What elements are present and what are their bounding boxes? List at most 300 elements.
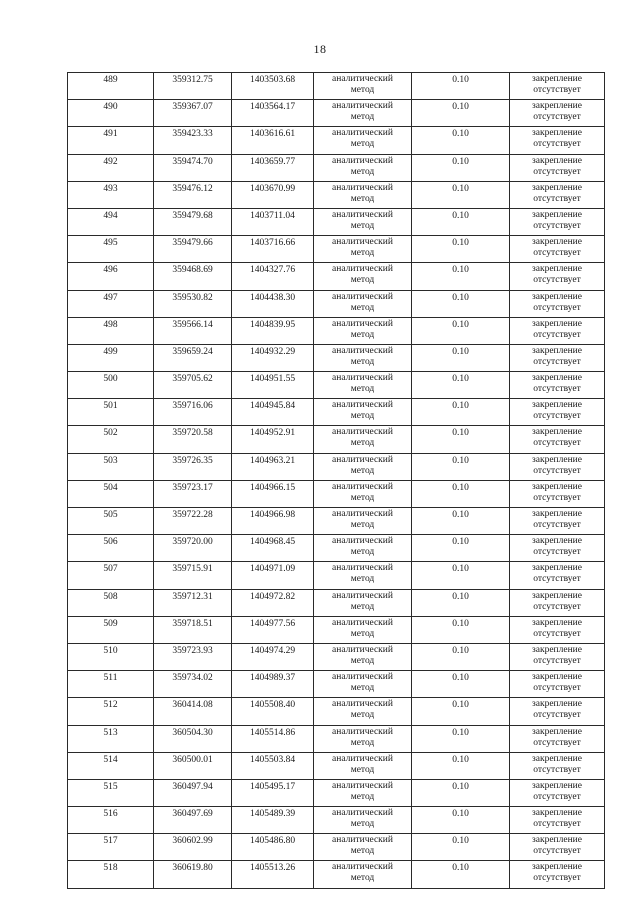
error-cell: 0.10 [412,208,510,235]
y-coordinate-cell: 1404972.82 [232,589,314,616]
error-cell: 0.10 [412,779,510,806]
x-coordinate-cell: 359659.24 [154,344,232,371]
error-cell: 0.10 [412,834,510,861]
fixing-cell [510,290,605,317]
method-line-2: метод [350,601,375,612]
error-cell: 0.10 [412,589,510,616]
method-cell [314,698,412,725]
x-coordinate-cell: 359718.51 [154,616,232,643]
fixing-cell [510,344,605,371]
fixing-line-1: закрепление [532,454,582,465]
fixing-cell [510,779,605,806]
method-line-2: метод [350,193,375,204]
fixing-line-2: отсутствует [533,547,581,558]
coordinates-table [67,72,605,889]
method-cell [314,181,412,208]
fixing-cell [510,562,605,589]
point-number-cell: 495 [68,236,154,263]
table-row [68,562,605,589]
point-number-cell: 503 [68,453,154,480]
method-cell [314,372,412,399]
fixing-cell [510,453,605,480]
method-line-2: метод [350,248,375,259]
point-number-cell: 507 [68,562,154,589]
y-coordinate-cell: 1404327.76 [232,263,314,290]
method-line-2: метод [350,547,375,558]
error-cell: 0.10 [412,752,510,779]
method-line-2: метод [350,275,375,286]
table-row [68,372,605,399]
y-coordinate-cell: 1405508.40 [232,698,314,725]
x-coordinate-cell: 359468.69 [154,263,232,290]
fixing-line-2: отсутствует [533,655,581,666]
method-line-1: аналитический [332,373,393,384]
table-row [68,317,605,344]
method-line-1: аналитический [332,862,393,873]
x-coordinate-cell: 359722.28 [154,508,232,535]
method-line-1: аналитический [332,74,393,84]
point-number-cell: 509 [68,616,154,643]
point-number-cell: 514 [68,752,154,779]
method-line-2: метод [350,764,375,775]
method-line-2: метод [350,492,375,503]
fixing-line-1: закрепление [532,509,582,519]
x-coordinate-cell: 359726.35 [154,453,232,480]
fixing-line-1: закрепление [532,753,582,764]
method-line-1: аналитический [332,128,393,139]
x-coordinate-cell: 359715.91 [154,562,232,589]
point-number-cell: 508 [68,589,154,616]
x-coordinate-cell: 359720.00 [154,535,232,562]
table-row [68,453,605,480]
method-cell [314,861,412,888]
error-cell: 0.10 [412,127,510,154]
y-coordinate-cell: 1403716.66 [232,236,314,263]
method-line-2: метод [350,220,375,231]
method-line-2: метод [350,574,375,585]
method-line-2: метод [350,166,375,177]
method-line-1: аналитический [332,753,393,764]
error-cell: 0.10 [412,426,510,453]
error-cell: 0.10 [412,671,510,698]
error-cell: 0.10 [412,100,510,127]
method-line-2: метод [350,819,375,830]
fixing-cell [510,208,605,235]
method-line-2: метод [350,683,375,694]
table-row [68,807,605,834]
y-coordinate-cell: 1405489.39 [232,807,314,834]
method-line-2: метод [350,520,375,530]
error-cell: 0.10 [412,181,510,208]
fixing-cell [510,834,605,861]
y-coordinate-cell: 1404974.29 [232,643,314,670]
method-cell [314,616,412,643]
fixing-line-2: отсутствует [533,411,581,422]
fixing-line-1: закрепление [532,590,582,601]
method-line-1: аналитический [332,155,393,166]
error-cell: 0.10 [412,535,510,562]
method-line-1: аналитический [332,237,393,248]
fixing-line-2: отсутствует [533,85,581,95]
fixing-line-2: отсутствует [533,139,581,150]
point-number-cell: 512 [68,698,154,725]
error-cell: 0.10 [412,263,510,290]
fixing-line-2: отсутствует [533,683,581,694]
point-number-cell: 517 [68,834,154,861]
fixing-line-1: закрепление [532,182,582,193]
error-cell: 0.10 [412,344,510,371]
method-line-2: метод [350,873,375,884]
method-cell [314,807,412,834]
point-number-cell: 494 [68,208,154,235]
point-number-cell: 499 [68,344,154,371]
method-line-1: аналитический [332,264,393,275]
method-line-1: аналитический [332,617,393,628]
x-coordinate-cell: 359367.07 [154,100,232,127]
method-line-1: аналитический [332,808,393,819]
error-cell: 0.10 [412,154,510,181]
fixing-cell [510,181,605,208]
fixing-line-1: закрепление [532,427,582,438]
fixing-line-1: закрепление [532,563,582,574]
fixing-line-2: отсутствует [533,275,581,286]
table-row [68,834,605,861]
point-number-cell: 497 [68,290,154,317]
method-line-1: аналитический [332,644,393,655]
method-line-1: аналитический [332,590,393,601]
fixing-cell [510,399,605,426]
x-coordinate-cell: 360500.01 [154,752,232,779]
x-coordinate-cell: 359479.66 [154,236,232,263]
fixing-line-1: закрепление [532,672,582,683]
method-cell [314,399,412,426]
method-line-2: метод [350,791,375,802]
fixing-line-2: отсутствует [533,601,581,612]
table-row [68,535,605,562]
fixing-line-2: отсутствует [533,356,581,367]
method-line-1: аналитический [332,835,393,846]
point-number-cell: 504 [68,480,154,507]
x-coordinate-cell: 360497.69 [154,807,232,834]
method-line-1: аналитический [332,454,393,465]
x-coordinate-cell: 359312.75 [154,73,232,100]
fixing-line-1: закрепление [532,237,582,248]
method-cell [314,562,412,589]
fixing-cell [510,100,605,127]
fixing-cell [510,535,605,562]
fixing-cell [510,589,605,616]
method-line-2: метод [350,411,375,422]
point-number-cell: 491 [68,127,154,154]
fixing-line-1: закрепление [532,780,582,791]
x-coordinate-cell: 359479.68 [154,208,232,235]
y-coordinate-cell: 1405513.26 [232,861,314,888]
x-coordinate-cell: 359476.12 [154,181,232,208]
method-line-2: метод [350,356,375,367]
y-coordinate-cell: 1404932.29 [232,344,314,371]
point-number-cell: 516 [68,807,154,834]
error-cell: 0.10 [412,290,510,317]
fixing-line-1: закрепление [532,862,582,873]
point-number-cell: 510 [68,643,154,670]
y-coordinate-cell: 1404945.84 [232,399,314,426]
method-cell [314,725,412,752]
method-line-2: метод [350,112,375,123]
point-number-cell: 515 [68,779,154,806]
table-row [68,426,605,453]
table-row [68,643,605,670]
method-cell [314,426,412,453]
point-number-cell: 501 [68,399,154,426]
table-row [68,73,605,100]
method-line-2: метод [350,438,375,449]
fixing-cell [510,154,605,181]
method-line-1: аналитический [332,780,393,791]
x-coordinate-cell: 359423.33 [154,127,232,154]
method-line-1: аналитический [332,318,393,329]
method-cell [314,344,412,371]
table-row [68,589,605,616]
method-line-2: метод [350,302,375,313]
point-number-cell: 518 [68,861,154,888]
x-coordinate-cell: 360414.08 [154,698,232,725]
point-number-cell: 511 [68,671,154,698]
point-number-cell: 493 [68,181,154,208]
fixing-line-1: закрепление [532,128,582,139]
method-cell [314,535,412,562]
point-number-cell: 496 [68,263,154,290]
y-coordinate-cell: 1404839.95 [232,317,314,344]
x-coordinate-cell: 359734.02 [154,671,232,698]
y-coordinate-cell: 1403670.99 [232,181,314,208]
fixing-line-1: закрепление [532,644,582,655]
fixing-line-2: отсутствует [533,492,581,503]
table-row [68,616,605,643]
fixing-line-1: закрепление [532,291,582,302]
method-cell [314,290,412,317]
y-coordinate-cell: 1403659.77 [232,154,314,181]
point-number-cell: 489 [68,73,154,100]
x-coordinate-cell: 359530.82 [154,290,232,317]
fixing-cell [510,671,605,698]
fixing-line-2: отсутствует [533,220,581,231]
point-number-cell: 498 [68,317,154,344]
fixing-line-1: закрепление [532,726,582,737]
method-cell [314,236,412,263]
fixing-line-1: закрепление [532,101,582,112]
fixing-line-1: закрепление [532,536,582,547]
x-coordinate-cell: 359716.06 [154,399,232,426]
fixing-line-1: закрепление [532,373,582,384]
method-cell [314,671,412,698]
fixing-line-2: отсутствует [533,465,581,476]
method-cell [314,263,412,290]
fixing-line-2: отсутствует [533,764,581,775]
point-number-cell: 505 [68,508,154,535]
fixing-cell [510,643,605,670]
method-cell [314,480,412,507]
fixing-line-2: отсутствует [533,628,581,639]
error-cell: 0.10 [412,725,510,752]
method-line-1: аналитический [332,699,393,710]
fixing-line-1: закрепление [532,481,582,492]
y-coordinate-cell: 1405514.86 [232,725,314,752]
y-coordinate-cell: 1404977.56 [232,616,314,643]
fixing-cell [510,725,605,752]
point-number-cell: 502 [68,426,154,453]
table-row [68,100,605,127]
fixing-line-2: отсутствует [533,710,581,721]
fixing-cell [510,616,605,643]
point-number-cell: 500 [68,372,154,399]
fixing-line-2: отсутствует [533,574,581,585]
table-row [68,399,605,426]
fixing-line-2: отсутствует [533,302,581,313]
method-cell [314,779,412,806]
x-coordinate-cell: 359705.62 [154,372,232,399]
method-line-2: метод [350,846,375,857]
x-coordinate-cell: 359474.70 [154,154,232,181]
table-row [68,263,605,290]
y-coordinate-cell: 1404971.09 [232,562,314,589]
table-body [68,73,605,889]
x-coordinate-cell: 360619.80 [154,861,232,888]
fixing-line-2: отсутствует [533,846,581,857]
method-cell [314,643,412,670]
method-line-2: метод [350,139,375,150]
y-coordinate-cell: 1404966.98 [232,508,314,535]
table-row [68,127,605,154]
fixing-line-1: закрепление [532,209,582,220]
error-cell: 0.10 [412,861,510,888]
method-line-2: метод [350,737,375,748]
fixing-line-1: закрепление [532,699,582,710]
method-line-1: аналитический [332,345,393,356]
method-line-1: аналитический [332,427,393,438]
error-cell: 0.10 [412,317,510,344]
table-row [68,480,605,507]
table-row [68,508,605,535]
x-coordinate-cell: 359712.31 [154,589,232,616]
fixing-cell [510,861,605,888]
table-row [68,344,605,371]
fixing-cell [510,127,605,154]
method-cell [314,589,412,616]
fixing-line-2: отсутствует [533,112,581,123]
fixing-cell [510,263,605,290]
y-coordinate-cell: 1403503.68 [232,73,314,100]
page-number: 18 [313,42,327,56]
method-line-1: аналитический [332,209,393,220]
fixing-line-1: закрепление [532,808,582,819]
error-cell: 0.10 [412,73,510,100]
error-cell: 0.10 [412,508,510,535]
x-coordinate-cell: 360602.99 [154,834,232,861]
method-cell [314,752,412,779]
y-coordinate-cell: 1403564.17 [232,100,314,127]
method-line-2: метод [350,710,375,721]
y-coordinate-cell: 1405495.17 [232,779,314,806]
error-cell: 0.10 [412,616,510,643]
point-number-cell: 492 [68,154,154,181]
fixing-line-2: отсутствует [533,438,581,449]
method-cell [314,317,412,344]
method-line-1: аналитический [332,291,393,302]
fixing-cell [510,698,605,725]
method-line-1: аналитический [332,101,393,112]
error-cell: 0.10 [412,643,510,670]
method-cell [314,208,412,235]
method-cell [314,100,412,127]
fixing-line-1: закрепление [532,400,582,411]
y-coordinate-cell: 1405503.84 [232,752,314,779]
error-cell: 0.10 [412,453,510,480]
fixing-line-2: отсутствует [533,166,581,177]
point-number-cell: 490 [68,100,154,127]
y-coordinate-cell: 1403711.04 [232,208,314,235]
y-coordinate-cell: 1404968.45 [232,535,314,562]
method-line-2: метод [350,329,375,340]
fixing-line-2: отсутствует [533,737,581,748]
error-cell: 0.10 [412,807,510,834]
fixing-line-2: отсутствует [533,520,581,530]
method-cell [314,453,412,480]
error-cell: 0.10 [412,562,510,589]
fixing-line-2: отсутствует [533,819,581,830]
fixing-line-1: закрепление [532,74,582,84]
y-coordinate-cell: 1404966.15 [232,480,314,507]
fixing-line-1: закрепление [532,318,582,329]
method-line-2: метод [350,465,375,476]
error-cell: 0.10 [412,372,510,399]
table-row [68,181,605,208]
method-line-2: метод [350,655,375,666]
method-cell [314,73,412,100]
method-line-1: аналитический [332,563,393,574]
table-row [68,208,605,235]
method-cell [314,508,412,535]
fixing-line-1: закрепление [532,155,582,166]
table-row [68,290,605,317]
error-cell: 0.10 [412,480,510,507]
table-row [68,752,605,779]
fixing-line-2: отсутствует [533,248,581,259]
method-cell [314,154,412,181]
method-line-1: аналитический [332,400,393,411]
table-row [68,779,605,806]
fixing-line-1: закрепление [532,345,582,356]
table-row [68,698,605,725]
fixing-cell [510,508,605,535]
y-coordinate-cell: 1404963.21 [232,453,314,480]
table-row [68,861,605,888]
method-line-1: аналитический [332,536,393,547]
method-cell [314,834,412,861]
fixing-cell [510,236,605,263]
point-number-cell: 506 [68,535,154,562]
x-coordinate-cell: 360504.30 [154,725,232,752]
y-coordinate-cell: 1404438.30 [232,290,314,317]
fixing-cell [510,73,605,100]
fixing-line-1: закрепление [532,264,582,275]
y-coordinate-cell: 1404989.37 [232,671,314,698]
fixing-line-2: отсутствует [533,873,581,884]
x-coordinate-cell: 360497.94 [154,779,232,806]
y-coordinate-cell: 1404952.91 [232,426,314,453]
fixing-cell [510,426,605,453]
method-line-1: аналитический [332,481,393,492]
error-cell: 0.10 [412,236,510,263]
